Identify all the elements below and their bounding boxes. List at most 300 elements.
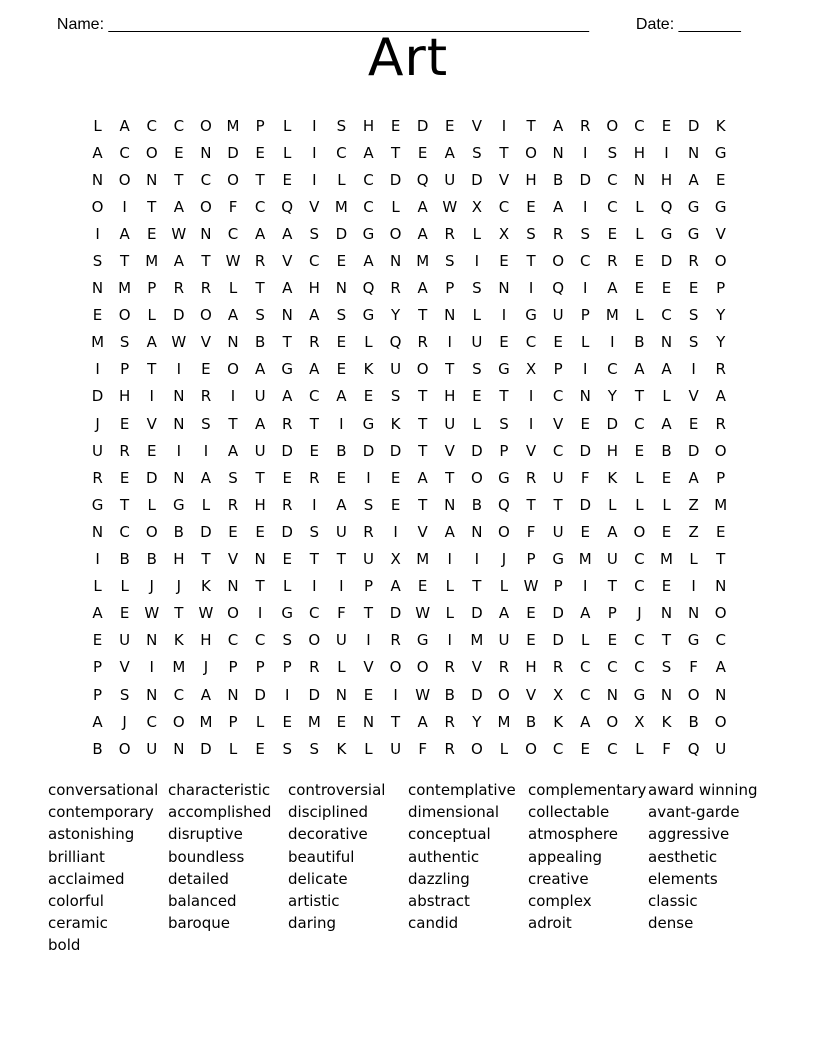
grid-cell: W bbox=[198, 604, 214, 623]
grid-cell: B bbox=[552, 170, 564, 189]
grid-cell: C bbox=[227, 224, 239, 243]
grid-cell: L bbox=[662, 387, 671, 406]
grid-cell: R bbox=[552, 658, 564, 677]
grid-cell: O bbox=[714, 712, 727, 731]
grid-row bbox=[84, 112, 734, 139]
grid-cell: J bbox=[501, 550, 507, 569]
grid-cell: E bbox=[255, 522, 265, 541]
grid-cell: C bbox=[607, 658, 618, 677]
grid-cell: B bbox=[119, 550, 130, 569]
grid-cell: O bbox=[145, 522, 158, 541]
grid-cell: U bbox=[335, 522, 347, 541]
word-list-item: award winning bbox=[648, 781, 758, 799]
grid-cell: I bbox=[393, 522, 398, 541]
grid-row bbox=[84, 518, 734, 545]
grid-cell: D bbox=[687, 441, 700, 460]
grid-cell: H bbox=[308, 279, 320, 298]
grid-cell: R bbox=[390, 279, 401, 298]
grid-cell: A bbox=[173, 197, 184, 216]
grid-cell: M bbox=[497, 712, 511, 731]
grid-cell: A bbox=[607, 279, 618, 298]
grid-cell: A bbox=[254, 414, 266, 433]
grid-row bbox=[84, 139, 734, 166]
grid-cell: Y bbox=[390, 306, 401, 325]
grid-cell: N bbox=[91, 170, 104, 189]
grid-row bbox=[84, 302, 734, 329]
grid-cell: W bbox=[415, 685, 431, 704]
grid-cell: A bbox=[661, 414, 672, 433]
grid-cell: A bbox=[444, 522, 455, 541]
grid-cell: O bbox=[470, 468, 483, 487]
grid-row bbox=[84, 193, 734, 220]
grid-cell: C bbox=[146, 712, 157, 731]
grid-cell: E bbox=[607, 631, 618, 650]
grid-cell: O bbox=[118, 739, 131, 758]
grid-cell: U bbox=[362, 550, 374, 569]
word-list-item: appealing bbox=[528, 847, 603, 866]
grid-row bbox=[84, 329, 734, 356]
grid-cell: L bbox=[445, 604, 454, 623]
grid-cell: P bbox=[255, 116, 265, 135]
grid-cell: V bbox=[688, 387, 699, 406]
grid-cell: R bbox=[498, 658, 510, 677]
grid-cell: T bbox=[445, 360, 455, 379]
grid-cell: L bbox=[689, 550, 698, 569]
grid-cell: I bbox=[583, 577, 588, 596]
grid-cell: C bbox=[552, 739, 564, 758]
grid-cell: T bbox=[147, 197, 157, 216]
grid-cell: L bbox=[93, 577, 102, 596]
grid-cell: A bbox=[417, 468, 428, 487]
grid-cell: L bbox=[635, 495, 644, 514]
grid-cell: N bbox=[91, 279, 104, 298]
grid-cell: W bbox=[442, 197, 458, 216]
grid-cell: E bbox=[363, 685, 374, 704]
grid-cell: C bbox=[363, 170, 374, 189]
grid-cell: X bbox=[525, 360, 537, 379]
grid-cell: O bbox=[200, 306, 212, 325]
grid-cell: R bbox=[227, 495, 239, 514]
grid-cell: J bbox=[149, 577, 154, 596]
grid-cell: H bbox=[173, 550, 185, 569]
grid-cell: Y bbox=[716, 333, 726, 352]
grid-cell: G bbox=[633, 685, 646, 704]
word-list-item: dimensional bbox=[408, 803, 500, 822]
grid-cell: O bbox=[227, 604, 239, 623]
grid-cell: C bbox=[309, 387, 320, 406]
grid-cell: D bbox=[389, 604, 402, 623]
grid-cell: A bbox=[227, 441, 239, 460]
grid-cell: O bbox=[200, 197, 212, 216]
grid-cell: R bbox=[281, 414, 293, 433]
grid-cell: L bbox=[283, 116, 292, 135]
grid-cell: A bbox=[688, 170, 699, 189]
grid-cell: E bbox=[580, 522, 590, 541]
grid-cell: K bbox=[553, 712, 564, 731]
word-search-grid bbox=[84, 112, 734, 762]
grid-cell: I bbox=[447, 333, 452, 352]
grid-cell: L bbox=[147, 306, 156, 325]
grid-cell: L bbox=[283, 577, 292, 596]
grid-cell: U bbox=[146, 739, 158, 758]
grid-cell: R bbox=[444, 224, 455, 243]
grid-cell: P bbox=[228, 712, 238, 731]
grid-cell: I bbox=[528, 387, 534, 406]
grid-cell: U bbox=[390, 360, 402, 379]
grid-cell: I bbox=[583, 143, 588, 162]
word-list-item: authentic bbox=[408, 847, 480, 866]
grid-row bbox=[84, 383, 734, 410]
grid-cell: A bbox=[417, 224, 428, 243]
grid-row bbox=[84, 491, 734, 518]
grid-cell: H bbox=[362, 116, 375, 135]
grid-cell: L bbox=[228, 739, 238, 758]
grid-cell: A bbox=[92, 143, 103, 162]
grid-cell: I bbox=[501, 116, 507, 135]
grid-cell: A bbox=[417, 197, 428, 216]
grid-cell: N bbox=[146, 685, 158, 704]
grid-cell: D bbox=[200, 739, 212, 758]
grid-cell: G bbox=[281, 604, 294, 623]
grid-cell: E bbox=[688, 279, 699, 298]
grid-cell: A bbox=[634, 360, 645, 379]
word-list-item: elements bbox=[648, 869, 718, 888]
word-column bbox=[408, 779, 528, 957]
grid-cell: U bbox=[119, 631, 131, 650]
grid-cell: E bbox=[92, 306, 103, 325]
grid-cell: A bbox=[336, 495, 347, 514]
grid-cell: Z bbox=[688, 522, 699, 541]
grid-cell: Y bbox=[472, 712, 482, 731]
grid-row bbox=[84, 708, 734, 735]
grid-cell: O bbox=[552, 252, 565, 271]
grid-cell: L bbox=[445, 577, 454, 596]
grid-cell: E bbox=[92, 631, 103, 650]
grid-cell: L bbox=[337, 658, 346, 677]
grid-cell: E bbox=[174, 143, 184, 162]
grid-cell: Q bbox=[281, 197, 294, 216]
grid-row bbox=[84, 437, 734, 464]
grid-cell: O bbox=[200, 116, 212, 135]
grid-cell: E bbox=[119, 414, 130, 433]
grid-cell: N bbox=[200, 143, 212, 162]
grid-cell: H bbox=[119, 387, 131, 406]
grid-cell: M bbox=[470, 631, 484, 650]
grid-cell: T bbox=[607, 577, 617, 596]
grid-cell: W bbox=[225, 252, 241, 271]
grid-cell: A bbox=[119, 224, 130, 243]
grid-cell: E bbox=[526, 604, 536, 623]
grid-cell: E bbox=[309, 441, 320, 460]
grid-cell: C bbox=[552, 441, 564, 460]
grid-cell: S bbox=[499, 414, 509, 433]
grid-cell: C bbox=[552, 387, 564, 406]
grid-cell: S bbox=[336, 306, 347, 325]
grid-cell: T bbox=[120, 252, 130, 271]
grid-cell: D bbox=[173, 306, 185, 325]
grid-cell: T bbox=[363, 604, 374, 623]
word-list-item: accomplished bbox=[168, 803, 272, 822]
grid-cell: A bbox=[607, 522, 618, 541]
grid-cell: A bbox=[715, 387, 726, 406]
grid-cell: T bbox=[201, 550, 211, 569]
grid-cell: E bbox=[363, 387, 374, 406]
grid-cell: I bbox=[95, 360, 100, 379]
grid-cell: E bbox=[715, 522, 726, 541]
grid-row bbox=[84, 627, 734, 654]
grid-cell: D bbox=[281, 522, 293, 541]
grid-cell: E bbox=[715, 170, 726, 189]
grid-cell: T bbox=[716, 550, 726, 569]
grid-cell: R bbox=[254, 252, 266, 271]
grid-row bbox=[84, 654, 734, 681]
grid-cell: P bbox=[147, 279, 157, 298]
grid-cell: U bbox=[471, 333, 483, 352]
grid-cell: U bbox=[335, 631, 347, 650]
grid-cell: R bbox=[309, 658, 320, 677]
grid-cell: B bbox=[92, 739, 103, 758]
grid-cell: I bbox=[95, 224, 100, 243]
word-list-item: dazzling bbox=[408, 869, 470, 888]
grid-cell: A bbox=[282, 279, 293, 298]
grid-cell: C bbox=[634, 414, 645, 433]
grid-cell: R bbox=[390, 631, 401, 650]
grid-cell: B bbox=[254, 333, 266, 352]
grid-cell: S bbox=[472, 143, 482, 162]
grid-cell: M bbox=[416, 252, 430, 271]
grid-cell: K bbox=[173, 631, 184, 650]
grid-cell: T bbox=[526, 252, 536, 271]
grid-cell: R bbox=[580, 116, 591, 135]
grid-cell: T bbox=[147, 360, 157, 379]
grid-cell: W bbox=[415, 604, 431, 623]
grid-cell: S bbox=[363, 495, 374, 514]
name-label: Name: ______________________________________________________ bbox=[56, 16, 589, 33]
grid-cell: I bbox=[257, 604, 263, 623]
grid-cell: T bbox=[661, 631, 672, 650]
grid-cell: H bbox=[525, 658, 537, 677]
grid-cell: E bbox=[417, 577, 428, 596]
grid-cell: Y bbox=[607, 387, 617, 406]
grid-cell: L bbox=[228, 279, 238, 298]
grid-cell: D bbox=[552, 631, 564, 650]
grid-cell: O bbox=[714, 441, 727, 460]
grid-cell: R bbox=[309, 468, 320, 487]
grid-cell: I bbox=[583, 197, 588, 216]
grid-cell: R bbox=[715, 414, 726, 433]
grid-cell: I bbox=[583, 360, 588, 379]
grid-cell: T bbox=[445, 468, 455, 487]
grid-cell: M bbox=[172, 658, 186, 677]
grid-cell: T bbox=[553, 495, 563, 514]
grid-cell: T bbox=[634, 387, 644, 406]
word-list-item: conceptual bbox=[408, 825, 491, 844]
grid-cell: A bbox=[282, 387, 293, 406]
grid-cell: O bbox=[416, 360, 429, 379]
word-list-item: decorative bbox=[288, 825, 368, 844]
grid-cell: B bbox=[634, 333, 645, 352]
grid-cell: O bbox=[172, 712, 185, 731]
word-list-item: aggressive bbox=[648, 825, 730, 844]
grid-cell: L bbox=[472, 414, 482, 433]
grid-cell: W bbox=[144, 604, 160, 623]
word-list-item: atmosphere bbox=[528, 825, 618, 844]
grid-cell: D bbox=[579, 441, 592, 460]
grid-cell: O bbox=[118, 306, 131, 325]
grid-cell: E bbox=[661, 522, 672, 541]
grid-cell: N bbox=[606, 685, 618, 704]
grid-cell: V bbox=[444, 441, 455, 460]
grid-cell: N bbox=[660, 604, 673, 623]
grid-cell: M bbox=[334, 197, 348, 216]
grid-cell: A bbox=[363, 252, 374, 271]
grid-cell: C bbox=[146, 116, 157, 135]
grid-cell: E bbox=[661, 116, 672, 135]
grid-cell: U bbox=[552, 468, 564, 487]
grid-cell: N bbox=[173, 414, 185, 433]
grid-cell: O bbox=[498, 685, 510, 704]
grid-cell: N bbox=[227, 685, 239, 704]
grid-cell: G bbox=[525, 306, 537, 325]
grid-cell: I bbox=[312, 577, 317, 596]
grid-cell: H bbox=[525, 170, 537, 189]
grid-cell: C bbox=[309, 252, 320, 271]
grid-cell: P bbox=[255, 658, 265, 677]
grid-cell: T bbox=[418, 414, 428, 433]
grid-cell: H bbox=[633, 143, 646, 162]
grid-cell: T bbox=[418, 387, 428, 406]
grid-cell: I bbox=[528, 414, 534, 433]
grid-cell: E bbox=[390, 468, 401, 487]
grid-cell: I bbox=[610, 333, 615, 352]
grid-cell: T bbox=[499, 387, 509, 406]
grid-cell: S bbox=[119, 333, 130, 352]
grid-cell: X bbox=[634, 712, 645, 731]
word-list-item: baroque bbox=[168, 914, 230, 933]
grid-cell: E bbox=[607, 224, 618, 243]
grid-cell: I bbox=[691, 360, 696, 379]
grid-cell: E bbox=[445, 116, 455, 135]
grid-cell: L bbox=[147, 495, 156, 514]
grid-cell: P bbox=[445, 279, 455, 298]
grid-cell: U bbox=[254, 441, 266, 460]
grid-row bbox=[84, 220, 734, 247]
grid-cell: N bbox=[687, 143, 700, 162]
grid-cell: I bbox=[122, 197, 127, 216]
grid-cell: T bbox=[390, 712, 401, 731]
grid-cell: A bbox=[173, 252, 184, 271]
grid-cell: T bbox=[418, 495, 428, 514]
grid-cell: D bbox=[552, 604, 564, 623]
grid-cell: T bbox=[120, 495, 130, 514]
grid-cell: L bbox=[391, 197, 400, 216]
grid-cell: A bbox=[661, 360, 672, 379]
grid-cell: L bbox=[283, 143, 292, 162]
grid-cell: F bbox=[580, 468, 590, 487]
grid-cell: H bbox=[200, 631, 212, 650]
grid-cell: A bbox=[200, 468, 212, 487]
grid-cell: U bbox=[444, 170, 456, 189]
grid-cell: R bbox=[309, 333, 320, 352]
grid-cell: G bbox=[281, 360, 294, 379]
grid-cell: A bbox=[553, 197, 564, 216]
grid-cell: S bbox=[688, 333, 699, 352]
grid-cell: E bbox=[499, 252, 509, 271]
word-list-item: balanced bbox=[168, 891, 237, 910]
grid-cell: V bbox=[525, 685, 537, 704]
grid-cell: C bbox=[607, 360, 618, 379]
grid-cell: E bbox=[336, 252, 347, 271]
grid-cell: A bbox=[309, 360, 320, 379]
grid-cell: C bbox=[173, 116, 185, 135]
grid-cell: T bbox=[526, 116, 536, 135]
grid-cell: L bbox=[364, 333, 373, 352]
grid-cell: U bbox=[715, 739, 727, 758]
grid-cell: G bbox=[714, 143, 727, 162]
grid-cell: X bbox=[498, 224, 510, 243]
grid-cell: D bbox=[579, 170, 592, 189]
grid-cell: A bbox=[282, 224, 293, 243]
grid-cell: T bbox=[390, 143, 401, 162]
grid-cell: T bbox=[255, 577, 265, 596]
grid-cell: R bbox=[363, 522, 374, 541]
word-list-item: daring bbox=[288, 914, 337, 933]
grid-cell: D bbox=[579, 495, 592, 514]
grid-cell: I bbox=[149, 658, 154, 677]
grid-cell: M bbox=[199, 712, 213, 731]
page-title: Art bbox=[367, 28, 449, 88]
grid-cell: O bbox=[606, 116, 619, 135]
grid-cell: S bbox=[309, 224, 320, 243]
grid-cell: P bbox=[228, 658, 238, 677]
grid-cell: X bbox=[390, 550, 401, 569]
grid-cell: O bbox=[498, 522, 510, 541]
grid-cell: T bbox=[418, 306, 428, 325]
grid-cell: C bbox=[254, 197, 266, 216]
grid-cell: P bbox=[282, 658, 292, 677]
grid-cell: L bbox=[472, 224, 482, 243]
grid-cell: N bbox=[715, 685, 727, 704]
grid-cell: C bbox=[309, 604, 320, 623]
grid-cell: G bbox=[416, 631, 429, 650]
grid-cell: P bbox=[120, 360, 130, 379]
grid-cell: G bbox=[362, 414, 375, 433]
grid-row bbox=[84, 410, 734, 437]
grid-cell: R bbox=[525, 468, 537, 487]
grid-cell: T bbox=[201, 252, 211, 271]
grid-cell: H bbox=[444, 387, 456, 406]
grid-cell: A bbox=[417, 712, 428, 731]
grid-cell: S bbox=[607, 143, 618, 162]
word-list-item: candid bbox=[408, 914, 459, 933]
grid-row bbox=[84, 546, 734, 573]
grid-cell: R bbox=[92, 468, 103, 487]
grid-cell: S bbox=[688, 306, 699, 325]
grid-cell: A bbox=[498, 604, 510, 623]
grid-cell: E bbox=[526, 631, 536, 650]
grid-cell: I bbox=[447, 550, 452, 569]
grid-cell: R bbox=[417, 333, 428, 352]
grid-cell: N bbox=[254, 550, 266, 569]
grid-cell: I bbox=[474, 550, 480, 569]
grid-cell: R bbox=[281, 495, 293, 514]
grid-cell: T bbox=[472, 577, 482, 596]
word-column bbox=[528, 779, 648, 957]
grid-cell: C bbox=[715, 631, 726, 650]
word-list-item: creative bbox=[528, 869, 589, 888]
grid-cell: G bbox=[687, 197, 700, 216]
grid-cell: P bbox=[93, 685, 103, 704]
